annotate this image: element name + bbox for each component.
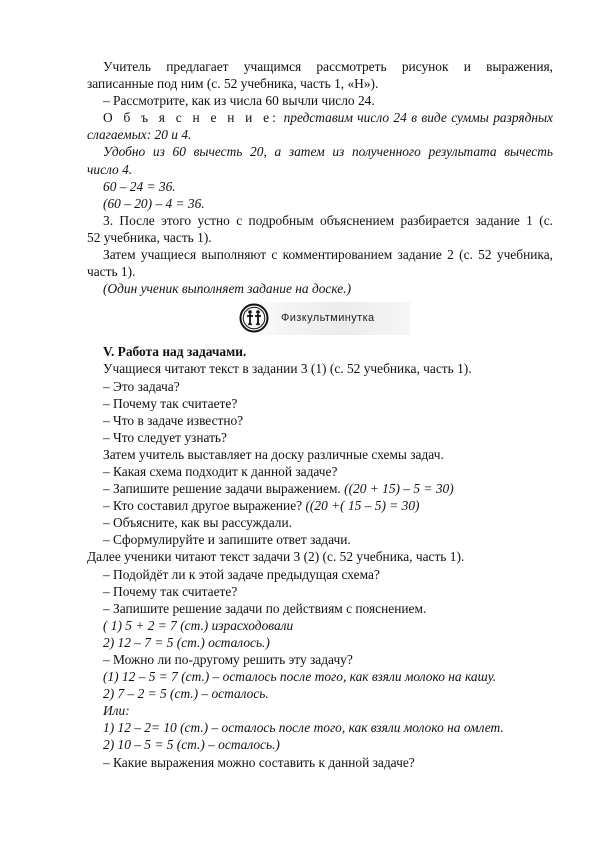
or-label: Или:: [103, 703, 130, 719]
alt-step-2: 2) 7 – 2 = 5 (ст.) – осталось.: [103, 686, 269, 702]
equation-1: 60 – 24 = 36.: [103, 178, 176, 194]
question-scheme: – Какая схема подходит к данной задаче?: [103, 463, 338, 479]
banner-label: Физкультминутка: [281, 312, 375, 325]
other-expression: [87, 497, 553, 514]
question-why: – Почему так считаете?: [103, 395, 238, 411]
section-heading: V. Работа над задачами.: [103, 344, 247, 360]
explanation-label: О б ъ я с н е н и е:: [103, 110, 280, 126]
question-expressions: – Какие выражения можно составить к данной задаче?: [103, 754, 415, 770]
question-known: – Что в задаче известно?: [103, 412, 244, 428]
step-2: 2) 12 – 7 = 5 (ст.) осталось.): [103, 634, 270, 650]
explanation-cont: слагаемых: 20 и 4.: [87, 127, 192, 143]
write-expression-text: – Запишите решение задачи выражением.: [103, 481, 341, 497]
question-scheme-fit: – Подойдёт ли к этой задаче предыдущая схема?: [103, 566, 380, 582]
task-1-para-cont: 52 учебника, часть 1).: [87, 229, 212, 245]
para-teacher-offer-cont: записанные под ним (с. 52 учебника, часть 1, «Н»).: [87, 76, 379, 92]
document-page: [87, 58, 553, 771]
step-1: ( 1) 5 + 2 = 7 (ст.) израсходовали: [103, 617, 294, 633]
question-find: – Что следует узнать?: [103, 429, 227, 445]
explanation-line: [87, 109, 553, 126]
banner-box: [237, 302, 410, 335]
board-note: (Один ученик выполняет задание на доске.): [103, 281, 352, 297]
alt2-step-1: 1) 12 – 2= 10 (ст.) – осталось после того, как взяли молоко на омлет.: [103, 720, 504, 736]
expression-1: ((20 + 15) – 5 = 30): [344, 481, 454, 497]
read-task-3-1: Учащиеся читают текст в задании 3 (1) (с. 52 учебника, часть 1).: [103, 361, 472, 377]
two-figures-emblem-icon: [239, 303, 269, 333]
task-2-para-cont: часть 1).: [87, 264, 136, 280]
teacher-schemes: Затем учитель выставляет на доску различные схемы задач.: [103, 446, 444, 462]
task-2-para: Затем учащиеся выполняют с комментированием задание 2 (с. 52 учебника,: [103, 247, 553, 263]
equation-2: (60 – 20) – 4 = 36.: [103, 195, 205, 211]
other-expression-text: – Кто составил другое выражение?: [103, 498, 303, 514]
convenient-method-cont: число 4.: [87, 161, 133, 177]
task-1-para: 3. После этого устно с подробным объяснением разбирается задание 1 (с.: [103, 212, 553, 228]
para-teacher-offer: Учитель предлагает учащимся рассмотреть рисунок и выражения,: [103, 59, 553, 74]
alt-step-1: (1) 12 – 5 = 7 (ст.) – осталось после того, как взяли молоко на кашу.: [103, 669, 497, 685]
write-by-steps: – Запишите решение задачи по действиям с пояснением.: [103, 600, 427, 616]
physical-break-banner: [87, 297, 553, 343]
question-other-way: – Можно ли по-другому решить эту задачу?: [103, 652, 353, 667]
convenient-method: Удобно из 60 вычесть 20, а затем из полученного результата вычесть: [103, 144, 553, 160]
question-subtract: – Рассмотрите, как из числа 60 вычли число 24.: [103, 93, 375, 109]
explain-reasoning: – Объясните, как вы рассуждали.: [103, 515, 292, 531]
explanation-text: представим число 24 в виде суммы разрядных: [283, 110, 553, 126]
question-is-task: – Это задача?: [103, 378, 180, 394]
formulate-answer: – Сформулируйте и запишите ответ задачи.: [103, 532, 351, 548]
question-why-2: – Почему так считаете?: [103, 583, 238, 599]
read-task-3-2: Далее ученики читают текст задачи 3 (2) (с. 52 учебника, часть 1).: [87, 549, 465, 565]
expression-2: ((20 +( 15 – 5) = 30): [305, 498, 420, 514]
write-expression: [87, 480, 553, 497]
alt2-step-2: 2) 10 – 5 = 5 (ст.) – осталось.): [103, 737, 280, 753]
